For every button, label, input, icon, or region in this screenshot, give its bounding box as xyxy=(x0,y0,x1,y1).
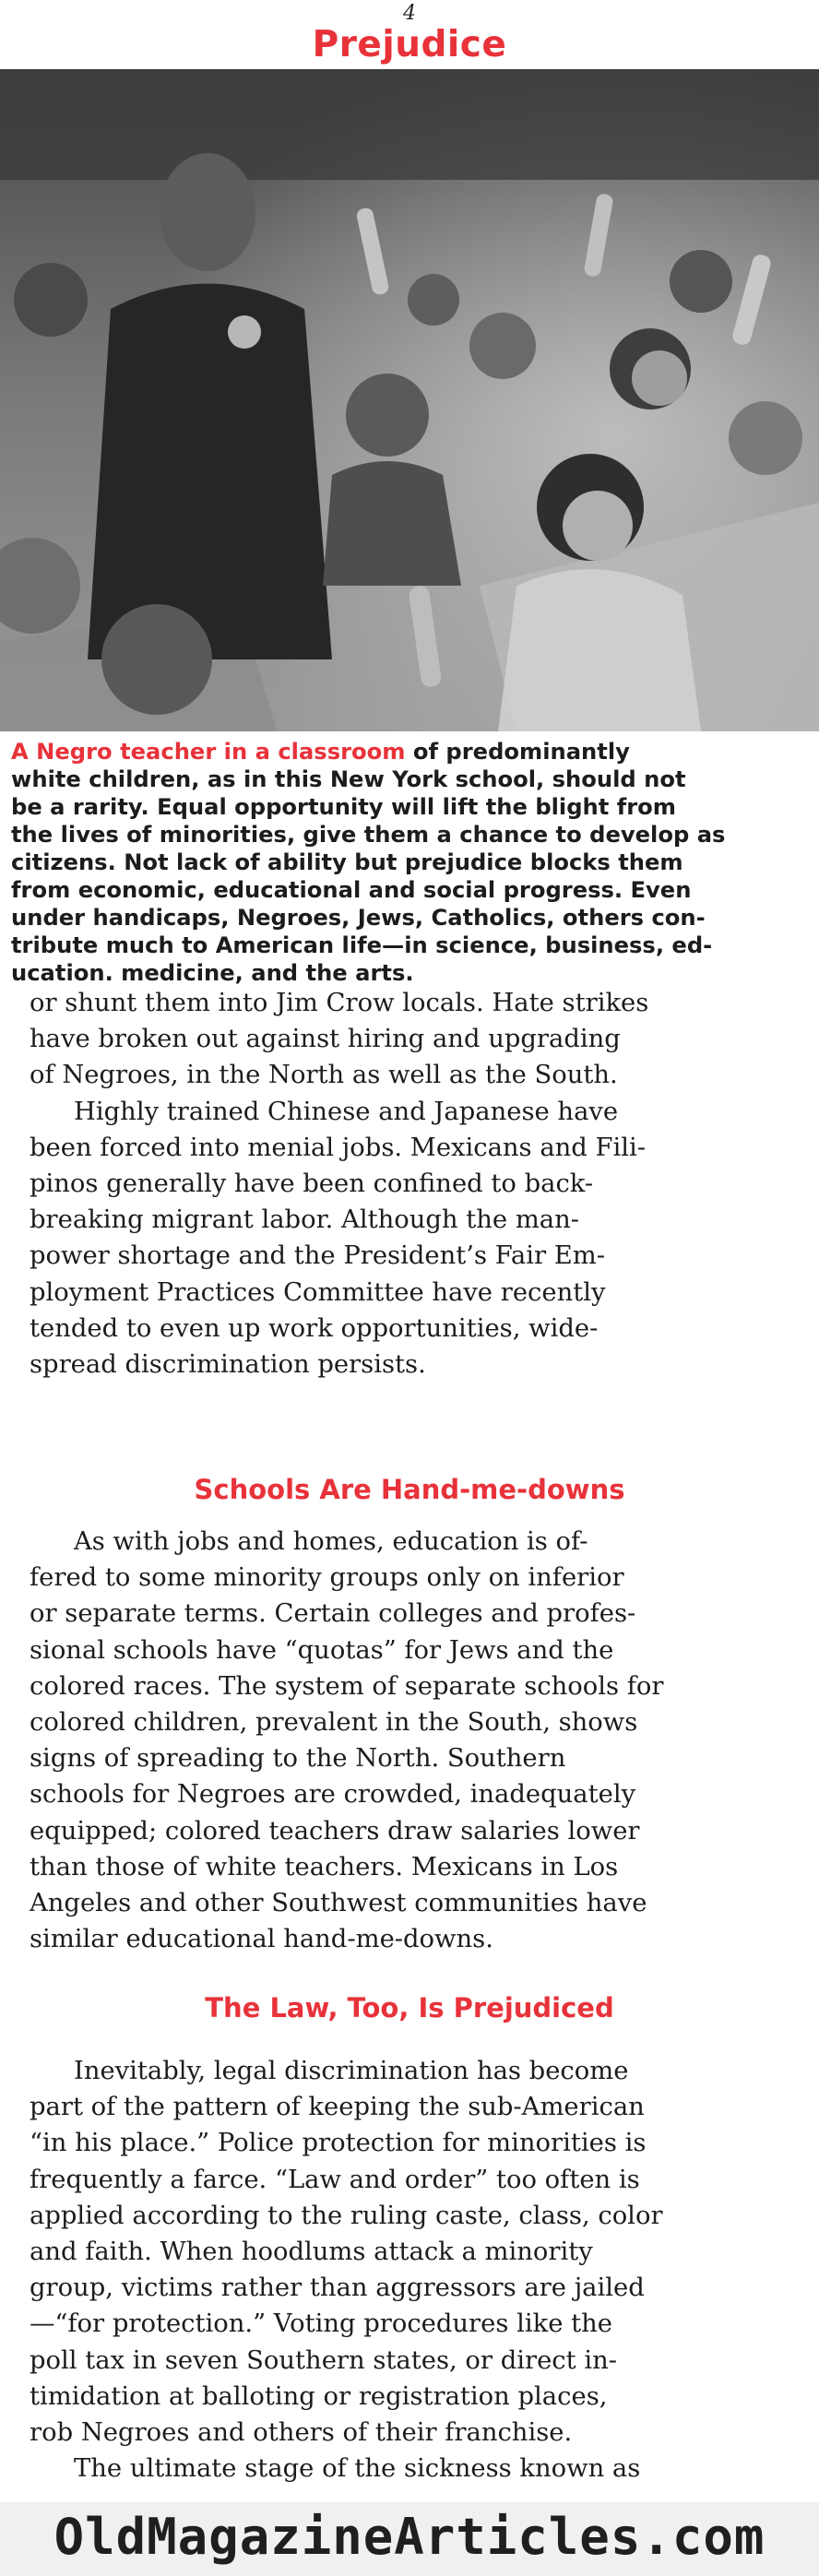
text-line: than those of white teachers. Mexicans in Los xyxy=(30,1852,619,1882)
article-body-section-1 xyxy=(30,985,804,1383)
text-line: equipped; colored teachers draw salaries lower xyxy=(30,1816,640,1846)
text-line: or separate terms. Certain colleges and profes- xyxy=(30,1599,636,1629)
caption-line: ucation. medicine, and the arts. xyxy=(11,960,414,986)
text-line: Angeles and other Southwest communities have xyxy=(30,1889,647,1918)
text-line: of Negroes, in the North as well as the South. xyxy=(30,1061,618,1090)
text-line: group, victims rather than aggressors are jailed xyxy=(30,2273,645,2303)
text-line: or shunt them into Jim Crow locals. Hate strikes xyxy=(30,989,649,1017)
text-line: tended to even up work opportunities, wide- xyxy=(30,1313,599,1343)
text-line: schools for Negroes are crowded, inadequately xyxy=(30,1780,636,1810)
page-number: 4 xyxy=(403,2,416,25)
text-line: been forced into menial jobs. Mexicans and Fili- xyxy=(30,1133,647,1162)
caption-line: the lives of minorities, give them a chance to develop as xyxy=(11,822,726,848)
photo-caption xyxy=(11,738,810,987)
text-line: colored races. The system of separate schools for xyxy=(30,1671,664,1701)
article-body-section-3 xyxy=(30,2053,804,2487)
caption-line: white children, as in this New York school, should not xyxy=(11,766,686,792)
text-line: have broken out against hiring and upgrading xyxy=(30,1025,621,1054)
text-line: pinos generally have been confined to back- xyxy=(30,1169,594,1199)
page-title: Prejudice xyxy=(312,24,507,65)
caption-line: citizens. Not lack of ability but prejudice blocks them xyxy=(11,849,683,875)
text-line: colored children, prevalent in the South, shows xyxy=(30,1708,638,1738)
caption-lead-rest: of predominantly xyxy=(405,739,630,765)
text-line: part of the pattern of keeping the sub-American xyxy=(30,2093,645,2122)
caption-line: tribute much to American life—in science, business, ed- xyxy=(11,932,713,958)
text-line: —“for protection.” Voting procedures like the xyxy=(30,2309,613,2339)
caption-line: under handicaps, Negroes, Jews, Catholics, others con- xyxy=(11,905,706,931)
text-line: timidation at balloting or registration places, xyxy=(30,2381,608,2411)
text-line: power shortage and the President’s Fair Em- xyxy=(30,1241,605,1271)
text-line: applied according to the ruling caste, class, color xyxy=(30,2201,663,2230)
text-line: frequently a farce. “Law and order” too often is xyxy=(30,2165,640,2194)
text-line: poll tax in seven Southern states, or direct in- xyxy=(30,2345,618,2375)
caption-line: from economic, educational and social progress. Even xyxy=(11,877,692,903)
caption-lead: A Negro teacher in a classroom xyxy=(11,739,406,765)
text-line: Highly trained Chinese and Japanese have xyxy=(74,1097,619,1126)
classroom-photo-illustration xyxy=(0,69,819,731)
caption-line: be a rarity. Equal opportunity will lift the blight from xyxy=(11,794,677,820)
text-line: spread discrimination persists. xyxy=(30,1350,426,1380)
text-line: and faith. When hoodlums attack a minority xyxy=(30,2238,593,2267)
classroom-photo xyxy=(0,69,819,731)
text-line: rob Negroes and others of their franchise. xyxy=(30,2418,573,2448)
text-line: fered to some minority groups only on inferior xyxy=(30,1563,624,1593)
section-heading-law: The Law, Too, Is Prejudiced xyxy=(205,1992,614,2024)
text-line: As with jobs and homes, education is of- xyxy=(74,1527,588,1556)
text-line: The ultimate stage of the sickness known as xyxy=(74,2454,641,2484)
text-line: similar educational hand-me-downs. xyxy=(30,1925,493,1954)
site-footer xyxy=(0,2502,819,2576)
article-body-section-2 xyxy=(30,1524,804,1957)
text-line: “in his place.” Police protection for minorities is xyxy=(30,2129,647,2158)
text-line: signs of spreading to the North. Southern xyxy=(30,1744,566,1774)
site-brand-link[interactable]: OldMagazineArticles.com xyxy=(53,2508,766,2566)
text-line: breaking migrant labor. Although the man- xyxy=(30,1205,580,1235)
text-line: Inevitably, legal discrimination has become xyxy=(74,2057,629,2085)
section-heading-schools: Schools Are Hand-me-downs xyxy=(194,1474,625,1505)
caption-line xyxy=(11,738,810,766)
text-line: ployment Practices Committee have recently xyxy=(30,1277,606,1307)
text-line: sional schools have “quotas” for Jews and the xyxy=(30,1635,614,1665)
